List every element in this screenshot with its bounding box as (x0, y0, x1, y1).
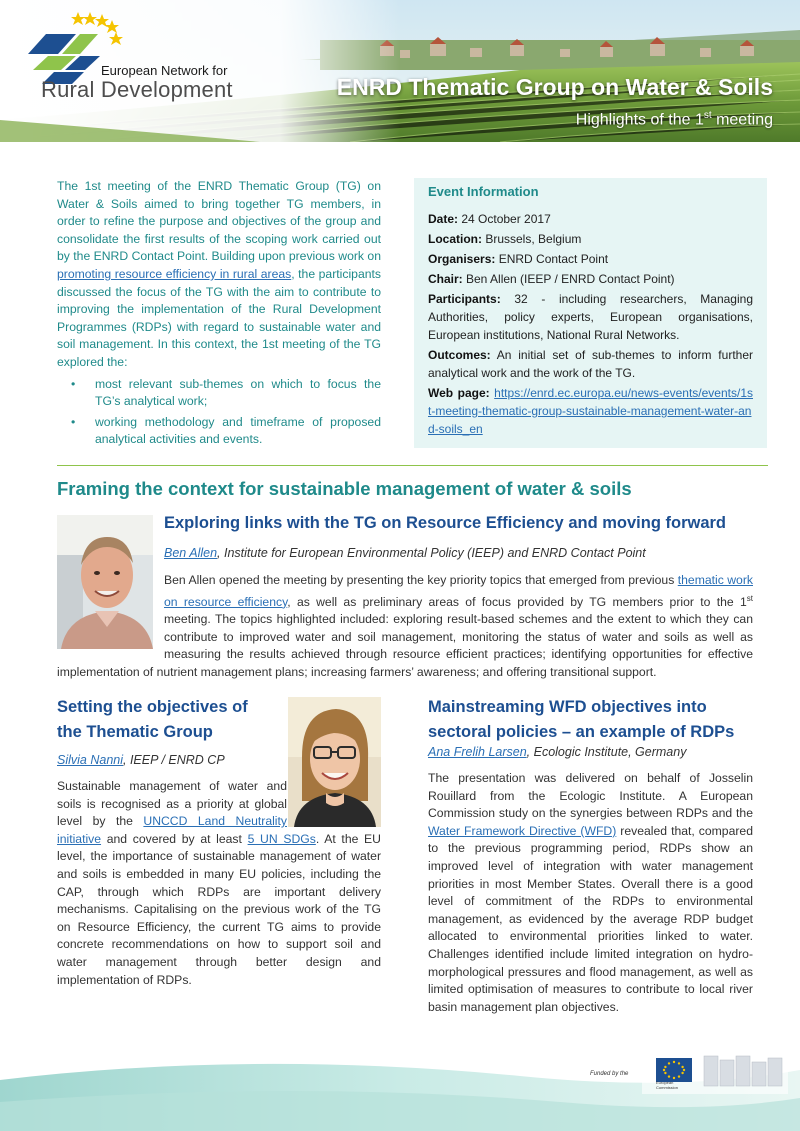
event-information-title: Event Information (428, 184, 539, 199)
subtitle-post: meeting (711, 111, 773, 129)
photo-space (57, 572, 164, 660)
funded-by-text: Funded by the (590, 1071, 629, 1077)
list-item-text: working methodology and timeframe of proposed analytical activities and events. (95, 414, 381, 447)
ana-larsen-link[interactable]: Ana Frelih Larsen (428, 745, 527, 759)
ana-larsen-affiliation: , Ecologic Institute, Germany (526, 745, 687, 759)
event-chair-label: Chair: (428, 272, 463, 286)
event-webpage (428, 384, 753, 438)
silvia-nanni-text-3: . At the EU level, the importance of sustainable management of water and soils is embedded in many EU policies, including the CAP, through which RDPs are important delivery mechanisms. Capitalising on the previous work of the TG on Resource Efficiency, the current TG aims to provide concrete recommendations on how to support soil and water management through better design and implementation of RDPs. (57, 831, 381, 987)
event-location (428, 230, 753, 248)
subtitle-pre: Highlights of the 1 (575, 111, 704, 129)
silvia-nanni-text-1: Sustainable management of water and soils is recognised as a priority at global level by the (57, 779, 287, 829)
silvia-nanni-text-2: and covered by at least (101, 831, 248, 846)
silvia-nanni-author (57, 753, 225, 767)
section-divider (57, 465, 768, 466)
ana-larsen-body (428, 770, 753, 1016)
silvia-nanni-link[interactable]: Silvia Nanni (57, 753, 124, 767)
ana-larsen-text-2: revealed that, compared to the previous programming period, RDPs show an improved level of integration with water management priorities in most Member States. Overall there is a good level of commitment of the RDPs to environmental management, as evidenced by the average RDP budget allocated to environmental priorities linked to water. Challenges identified include limited integration on hydro-morphological pressures and flood management, as well as limited optimisation of measures to contribute to local river basin management plan objectives. (428, 823, 753, 1014)
ben-allen-author (164, 546, 646, 560)
event-webpage-link[interactable]: https://enrd.ec.europa.eu/news-events/events/1st-meeting-thematic-group-sustainable-management-water-and-soils_en (428, 386, 753, 436)
event-outcomes-value: An initial set of sub-themes to inform further analytical work and the work of the TG. (428, 348, 753, 380)
page-title: ENRD Thematic Group on Water & Soils (336, 74, 773, 100)
logo-text-network: European Network for (101, 63, 228, 78)
wfd-link[interactable]: Water Framework Directive (WFD) (428, 823, 617, 838)
ben-allen-text-2: , as well as preliminary areas of focus provided by TG members prior to the 1 (287, 594, 747, 609)
ben-allen-body (57, 572, 753, 682)
silvia-nanni-body (57, 778, 381, 989)
intro-bullet-list (57, 376, 381, 449)
event-location-label: Location: (428, 232, 482, 246)
intro-text-part2: , the participants discussed the focus of the TG with the aim to contribute to improving the implementation of the Rural Development Programmes (RDPs) with regard to sustainable water and soil management. In this context, the 1st meeting of the TG explored the: (57, 266, 381, 369)
ben-allen-text-1: Ben Allen opened the meeting by presenting the key priority topics that emerged from previous (164, 573, 678, 587)
event-date-label: Date: (428, 212, 459, 226)
ben-allen-affiliation: , Institute for European Environmental Policy (IEEP) and ENRD Contact Point (217, 546, 646, 560)
list-item (57, 376, 381, 411)
list-item-text: most relevant sub-themes on which to focus the TG’s analytical work; (95, 376, 381, 409)
event-outcomes (428, 346, 753, 382)
silvia-nanni-heading: Setting the objectives of the Thematic Group (57, 698, 248, 741)
event-location-value: Brussels, Belgium (482, 232, 582, 246)
silvia-nanni-affiliation: , IEEP / ENRD CP (123, 753, 225, 767)
intro-text-part1: The 1st meeting of the ENRD Thematic Group (TG) on Water & Soils aimed to bring together TG members, in order to refine the purpose and objectives of the group and consolidate the first results of the scoping work carried out by the ENRD Contact Point. Building upon previous work on (57, 179, 381, 264)
bullet-glyph: • (71, 376, 76, 391)
ana-larsen-text-1: The presentation was delivered on behalf of Josselin Rouillard from the Ecologic Institute. A European Commission study on the synergies between RDPs and the (428, 771, 753, 821)
page-header (0, 0, 800, 142)
event-information-box (414, 178, 767, 448)
page-subtitle (576, 110, 773, 129)
event-organisers-value: ENRD Contact Point (495, 252, 609, 266)
eu-caption: European Commission (656, 1080, 679, 1090)
event-participants-label: Participants: (428, 292, 501, 306)
event-outcomes-label: Outcomes: (428, 348, 491, 362)
event-chair (428, 270, 753, 288)
list-item (57, 414, 381, 449)
ben-allen-text-sup: st (746, 593, 753, 603)
un-sdgs-link[interactable]: 5 UN SDGs (247, 831, 316, 846)
unccd-link[interactable]: UNCCD Land Neutrality initiative (57, 814, 287, 846)
subtitle-sup: st (703, 110, 712, 121)
event-chair-value: Ben Allen (IEEP / ENRD Contact Point) (462, 272, 675, 286)
event-organisers-label: Organisers: (428, 252, 496, 266)
event-date-value: 24 October 2017 (458, 212, 551, 226)
intro-text (57, 178, 381, 452)
ben-allen-text-3: meeting. The topics highlighted included: exploring result-based schemes and the extent to which they can contribute to improved water and soil management, monitoring the status of water and soils as well as measuring the results achieved through resource efficient practices; identifying opportunities for effective implementation of nutrient management plans; increasing farmers’ awareness; and offering transitional support. (57, 612, 753, 680)
event-date (428, 210, 753, 228)
ben-allen-link[interactable]: Ben Allen (164, 546, 218, 560)
event-webpage-label: Web page: (428, 386, 490, 400)
event-participants (428, 290, 753, 344)
event-participants-value: 32 - including researchers, Managing Authorities, policy experts, European organisations, European institutions, National Rural Networks. (428, 292, 753, 342)
ana-larsen-heading: Mainstreaming WFD objectives into sectoral policies – an example of RDPs (428, 698, 735, 741)
bullet-glyph: • (71, 414, 76, 429)
ana-larsen-author (428, 745, 686, 759)
ben-allen-heading: Exploring links with the TG on Resource Efficiency and moving forward (164, 514, 726, 532)
section-title: Framing the context for sustainable management of water & soils (57, 478, 632, 499)
photo-space (287, 778, 381, 828)
event-organisers (428, 250, 753, 268)
thematic-work-link[interactable]: thematic work on resource efficiency (164, 573, 753, 609)
resource-efficiency-link[interactable]: promoting resource efficiency in rural areas (57, 266, 292, 281)
logo-text-rural-development: Rural Development (41, 77, 233, 102)
